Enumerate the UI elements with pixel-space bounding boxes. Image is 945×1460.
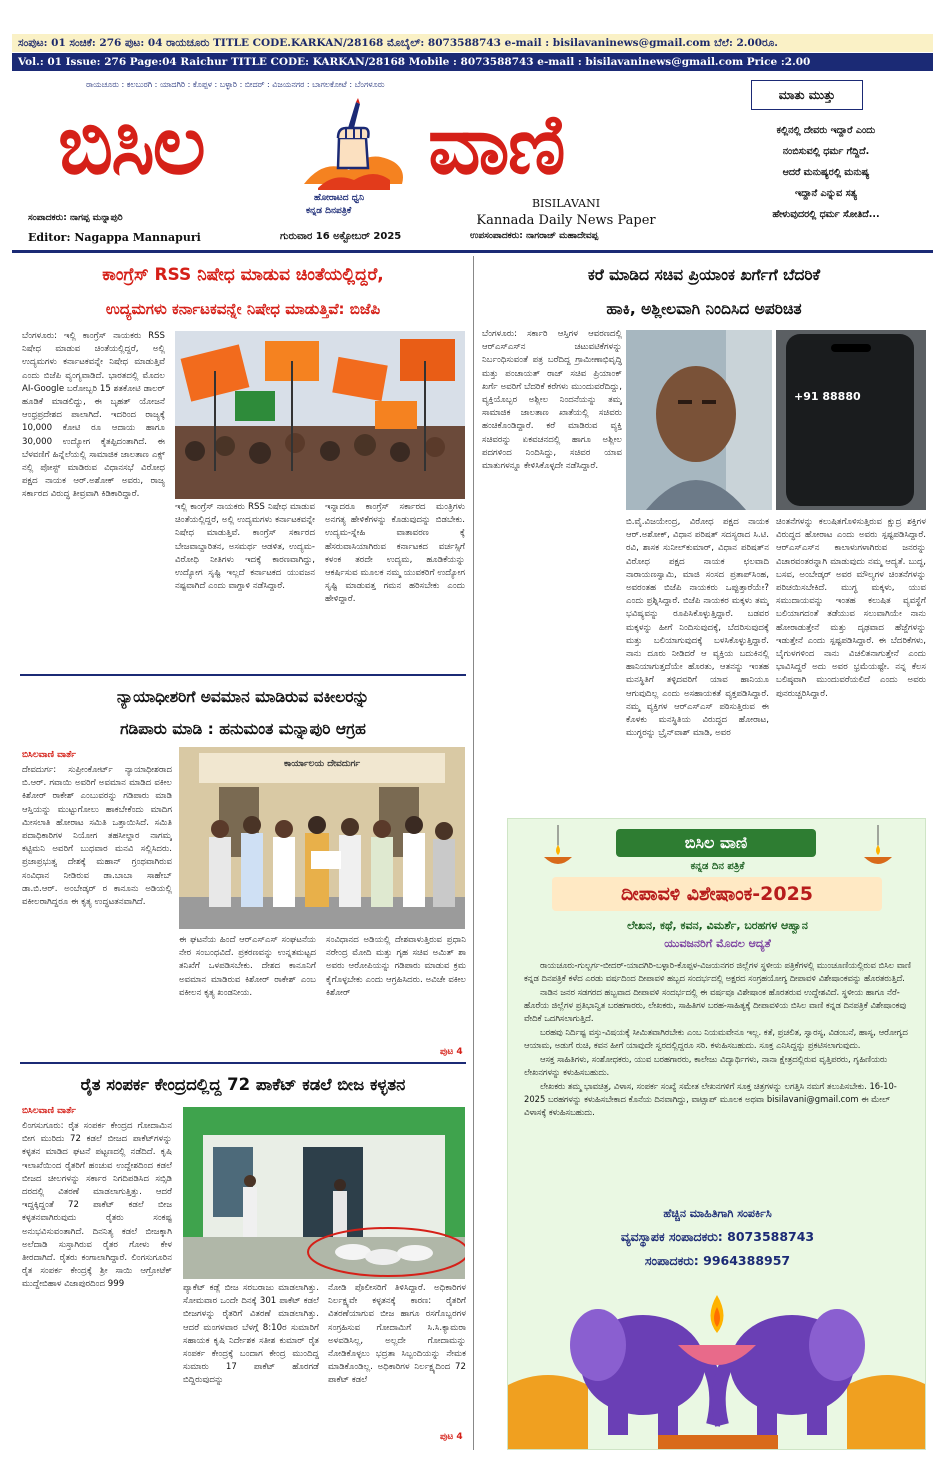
tagline-line-2: ಕನ್ನಡ ದಿನಪತ್ರಿಕೆ [306,206,352,216]
issue-date: ಗುರುವಾರ 16 ಅಕ್ಟೋಬರ್ 2025 [280,231,402,242]
ad-manager-phone: ವ್ಯವಸ್ಥಾಪಕ ಸಂಪಾದಕರು: 8073588743 [620,1229,815,1244]
quote-title: ಮಾತು ಮುತ್ತು [751,80,863,110]
memorandum-photo-image [179,747,465,929]
quote-line: ಕಲ್ಲಿನಲ್ಲಿ ದೇವರು ಇದ್ದಾರೆ ಎಂದು [776,125,876,136]
story4-bottom-column-2: ನೋಡಿ ಪೊಲೀಸರಿಗೆ ತಿಳಿಸಿದ್ದಾರೆ. ಅಧಿಕಾರಿಗಳ ನಿರ್ಲಕ್ಷ್ಯವೇ ಕಳ್ಳತನಕ್ಕೆ ಕಾರಣ: ರೈತರಿಗೆ ವಿತರಣೆಯಾಗುವ ಬೀಜ ಹಾಗೂ ರಸಗೊಬ್ಬರಗಳ ಸಂಗ್ರಹಿಸುವ ಗೋದಾಮಿಗೆ ಸಿ.ಸಿ.ಕ್ಯಾಮರಾ ಅಳವಡಿಸಿಲ್ಲ, ಅಲ್ಲದೇ ಗೋದಾಮನ್ನು ನೋಡಿಕೊಳ್ಳಲು ಭದ್ರತಾ ಸಿಬ್ಬಂದಿಯನ್ನು ನೇಮಕ ಮಾಡಿಕೊಂಡಿಲ್ಲ. ಅಧಿಕಾರಿಗಳ ನಿರ್ಲಕ್ಷ್ಯದಿಂದ 72 ಪಾಕೆಟ್ ಕಡಲೆ [328,1283,466,1386]
english-name-block [466,195,666,229]
ad-paragraph: ಆಸಕ್ತ ಸಾಹಿತಿಗಳು, ಸಂಶೋಧಕರು, ಯುವ ಬರಹಗಾರರು, ಕಾಲೇಜು ವಿದ್ಯಾರ್ಥಿಗಳು, ನಾನಾ ಕ್ಷೇತ್ರದಲ್ಲಿರುವ ವೃತ್ತಿಪರರು, ಗೃಹಿಣಿಯರು ಲೇಖನಗಳನ್ನು ಕಳುಹಿಸಬಹುದು. [524,1054,888,1077]
quote-line: ಇದ್ದಾನೆ ಎನ್ನುವ ಸತ್ಯ [795,188,857,199]
ad-paragraph: ನಾಡಿನ ಜನರ ಸಡಗರದ ಹಬ್ಬವಾದ ದೀಪಾವಳಿ ಸಂದರ್ಭದಲ್ಲಿ ಈ ವರ್ಷವೂ ವಿಶೇಷಾಂಕ ಹೊರತರುವ ಉದ್ದೇಶವಿದೆ. ಸ್ಥಳೀಯ ಹಾಗೂ ನೆರೆ-ಹೊರೆಯ ಜಿಲ್ಲೆಗಳ ಪ್ರತಿಭಾನ್ವಿತ ಬರಹಗಾರರು, ಲೇಖಕರು, ಸಾಹಿತಿಗಳ ಬರಹ-ಸಾಹಿತ್ಯಕ್ಕೆ ದೀಪಾವಳಿಯ ಬಿಸಿಲ ವಾಣಿ ಕನ್ನಡ ದಿನಪತ್ರಿಕೆ ವಿಶೇಷಾಂಕವು ವೇದಿಕೆ ಒದಗಿಸಲಾಗುತ್ತಿದೆ. [524,987,907,1023]
issue-info-english: Vol.: 01 Issue: 276 Page:04 Raichur TITLE CODE: KARKAN/28168 Mobile : 8073588743 e-mail : bisilavaninews@gmail.com Price :2.00 [18,56,811,68]
story3-divider [20,1062,466,1064]
ad-body [524,959,912,1120]
story4-byline: ಬಿಸಿಲವಾಣಿ ವಾರ್ತೆ [22,1106,76,1116]
story4-continued: ಪುಟ 4 [440,1432,463,1442]
quote-line: ನಂಬಿಸುವಲ್ಲಿ ಧರ್ಮ ಗೆದ್ದಿದೆ. [782,146,870,157]
story2-middle-column: ಬಿ.ವೈ.ವಿಜಯೇಂದ್ರ, ವಿರೋಧ ಪಕ್ಷದ ನಾಯಕ ಆರ್.ಅಶೋಕ್, ವಿಧಾನ ಪರಿಷತ್ ಸದಸ್ಯರಾದ ಸಿ.ಟಿ. ರವಿ, ಶಾಸಕ ಸುನೀಲ್‌ಕುಮಾರ್, ವಿಧಾನ ಪರಿಷತ್‌ನ ವಿರೋಧ ಪಕ್ಷದ ನಾಯಕ ಛಲವಾದಿ ನಾರಾಯಣಸ್ವಾಮಿ, ಮಾಜಿ ಸಂಸದ ಪ್ರತಾಪ್‌ಸಿಂಹ, ಅವರಂತಹ ಬಿಜೆಪಿ ನಾಯಕರು ಒಪ್ಪುತ್ತಾರೆಯೇ? ಎಂದು ಪ್ರಶ್ನಿಸಿದ್ದಾರೆ. ಬಿಜೆಪಿ ನಾಯಕರ ಮಕ್ಕಳು ತಮ್ಮ ಭವಿಷ್ಯವನ್ನು ರೂಪಿಸಿಕೊಳ್ಳುತ್ತಿದ್ದಾರೆ. ಬಡವರ ಮಕ್ಕಳನ್ನು ಹೀಗೆ ನಿಂದಿಸುವುದಕ್ಕೆ, ಬೆದರಿಸುವುದಕ್ಕೆ ಮತ್ತು ಬಲಿಯಾಗುವುದಕ್ಕೆ ಬಳಸಿಕೊಳ್ಳುತ್ತಿದ್ದಾರೆ. ನಾನು ದೂರು ನೀಡಿದರೆ ಆ ವ್ಯಕ್ತಿಯ ಬದುಕಿನಲ್ಲಿ ಹಾನಿಯಾಗುತ್ತದೆಯೇ ಹೊರತು, ಆತನನ್ನು ಇಂತಹ ಮನಸ್ಥಿತಿಗೆ ತಳ್ಳಿದವರಿಗೆ ಯಾವ ಹಾನಿಯೂ ಆಗುವುದಿಲ್ಲ ಎಂದು ಅಸಹಾಯಕತೆ ವ್ಯಕ್ತಪಡಿಸಿದ್ದಾರೆ. ನಮ್ಮ ವ್ಯಕ್ತಿಗಳ ಆರ್‌ಎಸ್‌ಎಸ್ ಪಠಿಸುತ್ತಿರುವ ಈ ಕೊಳಕು ಮನಸ್ಥಿತಿಯ ವಿರುದ್ಧದ ಹೋರಾಟ, ಮುಗ್ಧರನ್ನು ಬ್ರೈನ್‌ವಾಶ್ ಮಾಡಿ, ಅವರ [626,517,769,739]
elephants-diya-illustration [508,1275,926,1450]
story1-bottom-column-2: ಇನ್ನಾದರೂ ಕಾಂಗ್ರೆಸ್ ಸರ್ಕಾರದ ಮಂತ್ರಿಗಳು ಅನಗತ್ಯ ಹೇಳಿಕೆಗಳನ್ನು ಕೊಡುವುದನ್ನು ಬಿಡಬೇಕು. ಉದ್ಯಮ-ಸ್ನೇಹಿ ವಾತಾವರಣ ಕ್ಕೆ ಹೆಸರುವಾಸಿಯಾಗಿರುವ ಕರ್ನಾಟಕದ ವರ್ಚಸ್ಸಿಗೆ ಕಳಂಕ ತರದೇ ಉದ್ಯಮ, ಹೂಡಿಕೆಯನ್ನು ಆಕರ್ಷಿಸುವ ಮೂಲಕ ನಮ್ಮ ಯುವಕರಿಗೆ ಉದ್ಯೋಗ ಸೃಷ್ಟಿ ಮಾಡುವತ್ತ ಗಮನ ಹರಿಸಬೇಕು ಎಂದು ಹೇಳಿದ್ದಾರೆ. [325,502,465,605]
quote-text [737,120,915,225]
story1-rally-photo [175,331,465,499]
ad-title: ದೀಪಾವಳಿ ವಿಶೇಷಾಂಕ-2025 [552,877,882,911]
story1-headline-line2: ಉದ್ಯಮಗಳು ಕರ್ನಾಟಕವನ್ನೇ ನಿಷೇಧ ಮಾಡುತ್ತಿವೆ: ಬಿಜೆಪಿ [105,300,381,318]
ad-contact-heading: ಹೆಚ್ಚಿನ ಮಾಹಿತಿಗಾಗಿ ಸಂಪರ್ಕಿಸಿ [663,1207,772,1220]
story3-bottom-column-2: ಸಂವಿಧಾನದ ಅಡಿಯಲ್ಲಿ ದೇಶವಾಳುತ್ತಿರುವ ಪ್ರಧಾನಿ ನರೇಂದ್ರ ಮೋದಿ ಮತ್ತು ಗೃಹ ಸಚಿವ ಅಮಿತ್ ಶಾ ಅವರು ಆರೋಪಿಯನ್ನು ಗಡಿಪಾರು ಮಾಡುವ ಕ್ರಮ ಕೈಗೊಳ್ಳಬೇಕು ಎಂದು ಆಗ್ರಹಿಸಿದರು. ಅವಿಚೇ ವಕೀಲ ಕಿಶೋರ್ [326,935,466,998]
edition-cities: ರಾಯಚೂರು : ಕಲಬುರಗಿ : ಯಾದಗಿರಿ : ಕೊಪ್ಪಳ : ಬಳ್ಳಾರಿ : ಬೀದರ್ : ವಿಜಯನಗರ : ಬಾಗಲಕೋಟೆ : ಬೆಂಗಳೂರು [86,80,385,89]
quote-box [737,80,915,230]
editor-english: Editor: Nagappa Mannapuri [28,231,201,244]
ad-paragraph: ಬರಹವು ನಿರ್ದಿಷ್ಟ ವಸ್ತು-ವಿಷಯಕ್ಕೆ ಸೀಮಿತವಾಗಿರಬೇಕು ಎಂಬ ನಿಯಮವೇನೂ ಇಲ್ಲ. ಕತೆ, ಪ್ರಚಲಿತ, ಸ್ವಾರಸ್ಯ, ವಿಡಂಬನೆ, ಹಾಸ್ಯ, ಆರೋಗ್ಯದ ಆಯಾಮ, ಅಡುಗೆ ರುಚಿ, ಕವನ ಹೀಗೆ ಯಾವುದೇ ಸ್ವರದಲ್ಲಿದ್ದರೂ ಸರಿ. ಕಳುಹಿಸಬಹುದು. ಸೂಕ್ತ ಎನಿಸಿದ್ದನ್ನು ಪ್ರಕಟಿಸಲಾಗುವುದು. [524,1027,908,1050]
story3-memorandum-photo [179,747,465,929]
logo-word-left: ಬಿಸಿಲ [58,98,204,193]
ad-paragraph: ರಾಯಚೂರು-ಗುಲ್ಬರ್ಗ-ಬೀದರ್-ಯಾದಗಿರಿ-ಬಳ್ಳಾರಿ-ಕೊಪ್ಪಳ-ವಿಜಯನಗರ ಜಿಲ್ಲೆಗಳ ಸ್ಥಳೀಯ ಪತ್ರಿಕೆಗಳಲ್ಲಿ ಮುಂಚೂಣಿಯಲ್ಲಿರುವ ಬಿಸಿಲ ವಾಣಿ ಕನ್ನಡ ದಿನಪತ್ರಿಕೆ ಕಳೆದ ಎರಡು ವರ್ಷದಿಂದ ದೀಪಾವಳಿ ಹಬ್ಬದ ಸಂದರ್ಭದಲ್ಲಿ ಅಕ್ಷರದ ಸಂಗ್ರಹಯೋಗ್ಯ ದೀಪಾವಳಿ ವಿಶೇಷಾಂಕವನ್ನು ಹೊರತರುತ್ತಿದೆ. [524,960,911,983]
story3-headline-line1: ನ್ಯಾಯಾಧೀಶರಿಗೆ ಅವಮಾನ ಮಾಡಿರುವ ವಕೀಲರನ್ನು [116,688,370,706]
english-name: BISILAVANI [531,197,601,210]
office-sign: ಕಾರ್ಯಾಲಯ ದೇವದುರ್ಗ [283,759,361,769]
story4-seed-center-photo [183,1107,465,1279]
story3-bottom-column-1: ಈ ಘಟನೆಯ ಹಿಂದೆ ಆರ್‌ಎಸ್‌ಎಸ್ ಸಂಘಟನೆಯ ನೇರ ಸಂಬಂಧವಿದೆ. ಪ್ರಕರಣವನ್ನು ಉನ್ನತಮಟ್ಟದ ತನಿಖೆಗೆ ಒಳಪಡಿಸಬೇಕು. ದೇಶದ ಕಾನೂನಿಗೆ ಅವಮಾನ ಮಾಡಿರುವ ಕಿಶೋರ್ ರಾಕೇಶ್ ಎಂಬ ವಕೀಲನ ಕೃತ್ಯ ಖಂಡನೀಯ. [179,935,316,998]
story2-headline-line1: ಕರೆ ಮಾಡಿದ ಸಚಿವ ಪ್ರಿಯಾಂಕ ಖರ್ಗೆಗೆ ಬೆದರಿಕೆ [587,266,821,284]
issue-info-kannada: ಸಂಪುಟ: 01 ಸಂಚಿಕೆ: 276 ಪುಟ: 04 ರಾಯಚೂರು TITLE CODE.KARKAN/28168 ಮೊಬೈಲ್: 8073588743 e-mail : bisilavaninews@gmail.com ಬೆಲೆ: 2.00ರೂ. [18,36,778,49]
editor-kannada: ಸಂಪಾದಕರು: ನಾಗಪ್ಪ ಮನ್ನಾಪುರಿ [28,213,123,223]
story2-minister-photo [626,330,926,510]
issue-info-bar-kannada [12,34,933,52]
column-divider [473,256,474,1450]
story1-left-column: ಬೆಂಗಳೂರು: ಇಲ್ಲಿ ಕಾಂಗ್ರೆಸ್ ನಾಯಕರು RSS ನಿಷೇಧ ಮಾಡುವ ಚಿಂತೆಯಲ್ಲಿದ್ದರೆ, ಅಲ್ಲಿ ಉದ್ಯಮಗಳು ಕರ್ನಾಟಕವನ್ನೇ ನಿಷೇಧ ಮಾಡುತ್ತಿವೆ ಎಂದು ಬಿಜೆಪಿ ವ್ಯಂಗ್ಯವಾಡಿದೆ. ಭಾರತದಲ್ಲಿ ಮೊದಲ AI-Google ಬರೋಬ್ಬರಿ 15 ಶತಕೋಟಿ ಡಾಲರ್ ಹೂಡಿಕೆ ಮಾಡಲಿದ್ದು, ಈ ಬೃಹತ್ ಯೋಜನೆ ಆಂಧ್ರಪ್ರದೇಶದ ಪಾಲಾಗಿದೆ. ಇದರಿಂದ ರಾಜ್ಯಕ್ಕೆ 10,000 ಕೋಟಿ ರೂ ಆದಾಯ ಹಾಗೂ 30,000 ಉದ್ಯೋಗ ಕೈತಪ್ಪಿದಂತಾಗಿದೆ. ಈ ಬೆಳವಣಿಗೆ ಹಿನ್ನೆಲೆಯಲ್ಲಿ ಸಾಮಾಜಿಕ ಜಾಲತಾಣ ಎಕ್ಸ್ ನಲ್ಲಿ ಪೋಸ್ಟ್ ಮಾಡಿರುವ ವಿಧಾನಸಭೆ ವಿರೋಧ ಪಕ್ಷದ ನಾಯಕ ಆರ್.ಅಶೋಕ್ ಅವರು, ರಾಜ್ಯ ಸರ್ಕಾರದ ವಿರುದ್ಧ ತೀವ್ರವಾಗಿ ಕಿಡಿಕಾರಿದ್ದಾರೆ. [22,331,165,500]
ad-priority: ಯುವಜನರಿಗೆ ಮೊದಲ ಆದ್ಯತೆ [664,937,771,950]
minister-phone-image [626,330,926,510]
story1-bottom-column-1: ಇಲ್ಲಿ ಕಾಂಗ್ರೆಸ್ ನಾಯಕರು RSS ನಿಷೇಧ ಮಾಡುವ ಚಿಂತೆಯಲ್ಲಿದ್ದರೆ, ಅಲ್ಲಿ ಉದ್ಯಮಗಳು ಕರ್ನಾಟಕವನ್ನೇ ನಿಷೇಧ ಮಾಡುತ್ತಿವೆ. ಕಾಂಗ್ರೆಸ್ ಸರ್ಕಾರದ ಬೇಜವಾಬ್ದಾರಿತನ, ಅಸಮರ್ಥ ಆಡಳಿತ, ಉದ್ಯಮ-ವಿರೋಧಿ ನೀತಿಗಳು ಇದಕ್ಕೆ ಕಾರಣವಾಗಿದ್ದು, ಉದ್ಯೋಗ ಸೃಷ್ಟಿ ಇಲ್ಲದೆ ಕರ್ನಾಟಕದ ಯುವಜನ ನಷ್ಟವಾಗಿದೆ ಎಂದು ವಾಗ್ದಾಳಿ ನಡೆಸಿದ್ದಾರೆ. [175,502,315,592]
ad-editor-phone: ಸಂಪಾದಕರು: 9964388957 [644,1253,791,1268]
seed-center-photo-image [183,1107,465,1279]
ad-invitation: ಲೇಖನ, ಕಥೆ, ಕವನ, ವಿಮರ್ಶೆ, ಬರಹಗಳ ಆಹ್ವಾನ [627,919,808,932]
newspaper-logo [58,96,670,196]
deepavali-special-issue-ad [507,818,926,1450]
story2-left-column: ಬೆಂಗಳೂರು: ಸರ್ಕಾರಿ ಆಸ್ತಿಗಳ ಆವರಣದಲ್ಲಿ ಆರ್‌ಎಸ್‌ಎಸ್‌ನ ಚಟುವಟಿಕೆಗಳನ್ನು ನಿರ್ಬಂಧಿಸುವಂತೆ ಪತ್ರ ಬರೆದಿದ್ದ ಗ್ರಾಮೀಣಾಭಿವೃದ್ಧಿ ಮತ್ತು ಪಂಚಾಯತ್ ರಾಜ್ ಸಚಿವ ಪ್ರಿಯಾಂಕ್ ಖರ್ಗೆ ಅವರಿಗೆ ಬೆದರಿಕೆ ಕರೆಗಳು ಮುಂದುವರೆದಿದ್ದು, ವ್ಯಕ್ತಿಯೊಬ್ಬರ ಅಶ್ಲೀಲ ನಿಂದನೆಯನ್ನು ತಮ್ಮ ಸಾಮಾಜಿಕ ಜಾಲತಾಣ ಖಾತೆಯಲ್ಲಿ ಸಚಿವರು ಹಂಚಿಕೊಂಡಿದ್ದಾರೆ. ಕರೆ ಮಾಡಿರುವ ವ್ಯಕ್ತಿ ಸಚಿವರನ್ನು ಏಕವಚನದಲ್ಲಿ ಹಾಗೂ ಅಶ್ಲೀಲ ಪದಗಳಿಂದ ನಿಂದಿಸಿದ್ದು, ಸಚಿವರ ಯಾವ ಮಾತುಗಳನ್ನೂ ಕೇಳಿಸಿಕೊಳ್ಳದೇ ನಡೆಸಿದ್ದಾರೆ. [482,329,622,472]
issue-info-bar-english [12,53,933,71]
story2-headline-line2: ಹಾಕಿ, ಅಶ್ಲೀಲವಾಗಿ ನಿಂದಿಸಿದ ಅಪರಿಚಿತ [606,300,802,318]
fist-pen-icon [294,98,414,196]
quote-line: ಆದರೆ ಮನುಷ್ಯರಲ್ಲಿ ಮನುಷ್ಯ [782,167,870,178]
tagline-line-1: ಹೋರಾಟದ ಧ್ವನಿ [314,193,365,203]
sub-editor: ಉಪಸಂಪಾದಕರು: ನಾಗರಾಜ್ ಮಹಾದೇವಪ್ಪ [470,231,599,241]
masthead-divider [12,250,933,253]
story4-bottom-column-1: ಪ್ಯಾಕೆಟ್ ಕಡ್ಲೆ ಬೀಜ ಸರಬರಾಜು ಮಾಡಲಾಗಿತ್ತು. ಸೋಮವಾರ ಒಂದೇ ದಿನಕ್ಕೆ 301 ಪಾಕೆಟ್ ಕಡಲೆ ಬೀಜಗಳನ್ನು ರೈತರಿಗೆ ವಿತರಣೆ ಮಾಡಲಾಗಿತ್ತು. ಆದರೆ ಮಂಗಳವಾರ ಬೆಳಗ್ಗೆ 8:10ರ ಸುಮಾರಿಗೆ ಸಹಾಯಕ ಕೃಷಿ ನಿರ್ದೇಶಕ ಸತೀಶ ಕುಮಾರ್ ರೈತ ಸಂಪರ್ಕ ಕೇಂದ್ರಕ್ಕೆ ಬಂದಾಗ ಕೇಂದ್ರ ಮುಂದಿದ್ದ ಸುಮಾರು 17 ಪಾಕೆಟ್ ಹೊರಗಡೆ ಬಿದ್ದಿರುವುದನ್ನು [183,1283,319,1386]
logo-word-right: ವಾಣಿ [428,98,564,193]
story3-headline-line2: ಗಡಿಪಾರು ಮಾಡಿ : ಹನುಮಂತ ಮನ್ನಾಪುರಿ ಆಗ್ರಹ [120,720,366,738]
story3-left-column: ದೇವದುರ್ಗ: ಸುಪ್ರೀಂಕೋರ್ಟ್ ನ್ಯಾಯಾಧೀಶರಾದ ಬಿ.ಆರ್. ಗವಾಯಿ ಅವರಿಗೆ ಅವಮಾನ ಮಾಡಿದ ವಕೀಲ ಕಿಶೋರ್ ರಾಕೇಶ್ ಎಂಬುವರನ್ನು ಗಡಿಪಾರು ಮಾಡಿ ಆಸ್ತಿಯನ್ನು ಮುಟ್ಟುಗೋಲು ಹಾಕಬೇಕೆಂದು ಮಾದಿಗ ಮೀಸಲಾತಿ ಹೋರಾಟ ಸಮಿತಿ ಒತ್ತಾಯಿಸಿದೆ. ಸಮಿತಿ ಪದಾಧಿಕಾರಿಗಳ ನಿಯೋಗ ತಹಸೀಲ್ದಾರ ನಾಗಮ್ಮ ಕಟ್ಟಿಮನಿ ಅವರಿಗೆ ಬುಧವಾರ ಮನವಿ ಸಲ್ಲಿಸಿದರು. ಪ್ರಜಾಪ್ರಭುತ್ವ ದೇಶಕ್ಕೆ ಮಹಾನ್ ಗ್ರಂಥವಾಗಿರುವ ಸಂವಿಧಾನ ನೀಡಿರುವ ಡಾ.ಬಾಬಾ ಸಾಹೇಬ್ ಡಾ.ಬಿ.ಆರ್. ಅಂಬೇಡ್ಕರ್ ರ ಕಾನೂನು ಅಡಿಯಲ್ಲಿ ವಕೀಲರಾಗಿದ್ದರೂ ಈ ಕೃತ್ಯ ಉದ್ಧಟತನವಾಗಿದೆ. [22,765,172,908]
story2-right-column: ಚಿಂತನೆಗಳನ್ನು ಕಲುಷಿತಗೊಳಿಸುತ್ತಿರುವ ಕ್ಷುದ್ರ ಶಕ್ತಿಗಳ ವಿರುದ್ಧದ ಹೋರಾಟ ಎಂದು ಅವರು ಸ್ಪಷ್ಟಪಡಿಸಿದ್ದಾರೆ. ಆರ್‌ಎಸ್‌ಎಸ್‌ನ ಕಾಲಾಳುಗಳಾಗಿರುವ ಜನರನ್ನು ವಿಚಾರವಂತರನ್ನಾಗಿ ಮಾಡುವುದು ನಮ್ಮ ಆದ್ಯತೆ. ಬುದ್ಧ, ಬಸವ, ಅಂಬೇಡ್ಕರ್ ಅವರ ಮೌಲ್ಯಗಳ ಚಿಂತನೆಗಳನ್ನು ಪರಿಚಯಿಸಬೇಕಿದೆ. ಮುಗ್ಧ ಮಕ್ಕಳು, ಯುವ ಸಮುದಾಯವನ್ನು ಇಂತಹ ಕಲುಷಿತ ವ್ಯವಸ್ಥೆಗೆ ಬಲಿಯಾಗದಂತೆ ತಡೆಯುವ ಸಲುವಾಗಿಯೇ ನಾನು ಹೋರಾಡುತ್ತೇನೆ ಮತ್ತು ದೃಢವಾದ ಹೆಜ್ಜೆಗಳನ್ನು ಇಡುತ್ತೇನೆ ಎಂದು ಸ್ಪಷ್ಟಪಡಿಸಿದ್ದಾರೆ. ಈ ಬೆದರಿಕೆಗಳು, ಬೈಗುಳಗಳಿಂದ ನಾನು ವಿಚಲಿತನಾಗುತ್ತೇನೆ ಎಂದು ಭಾವಿಸಿದ್ದರೆ ಅದು ಅವರ ಭ್ರಮೆಯಷ್ಟೇ. ನನ್ನ ಕೆಲಸ ಬಲಿಷ್ಠವಾಗಿ ಮುಂದುವರೆಯಲಿದೆ ಎಂದು ಅವರು ಪುನರುಚ್ಚರಿಸಿದ್ದಾರೆ. [776,517,926,699]
story1-divider [20,674,466,676]
story3-byline: ಬಿಸಿಲವಾಣಿ ವಾರ್ತೆ [22,750,76,760]
ad-subtitle: ಕನ್ನಡ ದಿನ ಪತ್ರಿಕೆ [690,861,745,872]
quote-line: ಹೇಳುವುದರಲ್ಲಿ ಧರ್ಮ ಸೋತಿದೆ... [772,209,880,220]
english-subtitle: Kannada Daily News Paper [476,213,656,228]
story1-headline-line1: ಕಾಂಗ್ರೆಸ್ RSS ನಿಷೇಧ ಮಾಡುವ ಚಿಂತೆಯಲ್ಲಿದ್ದರೆ, [102,265,384,285]
phone-number-display: +91 88880 [794,390,861,403]
story3-continued: ಪುಟ 4 [440,1047,463,1057]
tagline [306,192,456,218]
ad-paragraph: ಲೇಖಕರು ತಮ್ಮ ಭಾವಚಿತ್ರ, ವಿಳಾಸ, ಸಂಪರ್ಕ ಸಂಖ್ಯೆ ಸಮೇತ ಲೇಖನಗಳಿಗೆ ಸೂಕ್ತ ಚಿತ್ರಗಳನ್ನು ಲಗತ್ತಿಸಿ ನಮಗೆ ತಲುಪಿಸಬೇಕು. 16-10-2025 ಬರಹಗಳನ್ನು ಕಳುಹಿಸಬೇಕಾದ ಕೊನೆಯ ದಿನವಾಗಿದ್ದು, ವಾಟ್ಸಾಪ್ ಮೂಲಕ ಅಥವಾ bisilavani@gmail.com ಈ ಮೇಲ್ ವಿಳಾಸಕ್ಕೆ ಕಳುಹಿಸಬಹುದು. [524,1081,897,1117]
story4-headline: ರೈತ ಸಂಪರ್ಕ ಕೇಂದ್ರದಲ್ಲಿದ್ದ 72 ಪಾಕೆಟ್ ಕಡಲೆ ಬೀಜ ಕಳ್ಳತನ [80,1075,406,1094]
story4-left-column: ಲಿಂಗಸುಗೂರು: ರೈತ ಸಂಪರ್ಕ ಕೇಂದ್ರದ ಗೋದಾಮಿನ ಬೀಗ ಮುರಿದು 72 ಕಡಲೆ ಬೀಜದ ಪಾಕೆಟ್‌ಗಳನ್ನು ಕಳ್ಳತನ ಮಾಡಿದ ಘಟನೆ ಪಟ್ಟಣದಲ್ಲಿ ನಡೆದಿದೆ. ಕೃಷಿ ಇಲಾಖೆಯಿಂದ ರೈತರಿಗೆ ಹಂಚುವ ಉದ್ದೇಶದಿಂದ ಕಡಲೆ ಬೀಜದ ಚೀಲಗಳನ್ನು ಸರ್ಕಾರ ನಿಗದಿಪಡಿಸಿದ ಸಬ್ಸಿಡಿ ದರದಲ್ಲಿ ವಿತರಣೆ ಮಾಡಲಾಗುತ್ತಿತ್ತು. ಆದರೆ ಇದ್ದಕ್ಕಿದ್ದಂತೆ 72 ಪಾಕೆಟ್ ಕಡಲೆ ಬೀಜ ಕಳ್ಳತನವಾಗಿರುವುದು ರೈತರು ಸಂಕಷ್ಟ ಅನುಭವಿಸುವಂತಾಗಿದೆ. ದಿನನಿತ್ಯ ಕಡಲೆ ಬೀಜಕ್ಕಾಗಿ ಅಲೆದಾಡಿ ಸುಸ್ತಾಗಿರುವ ರೈತರ ಗೋಳು ಕೇಳ ತೀರದಾಗಿದೆ. ರೈತರು ಕಂಗಾಲಾಗಿದ್ದಾರೆ. ಲಿಂಗಸುಗೂರಿನ ರೈತ ಸಂಪರ್ಕ ಕೇಂದ್ರಕ್ಕೆ ಶ್ರೀ ಸಾಯಿ ಆಗ್ರೋಟೆಕ್ ಮುದ್ದೇಬಿಹಾಳ ವಿಜಾಪುರದಿಂದ 999 [22,1121,172,1290]
ad-logo: ಬಿಸಿಲ ವಾಣಿ [616,829,816,857]
rally-photo-image [175,331,465,499]
